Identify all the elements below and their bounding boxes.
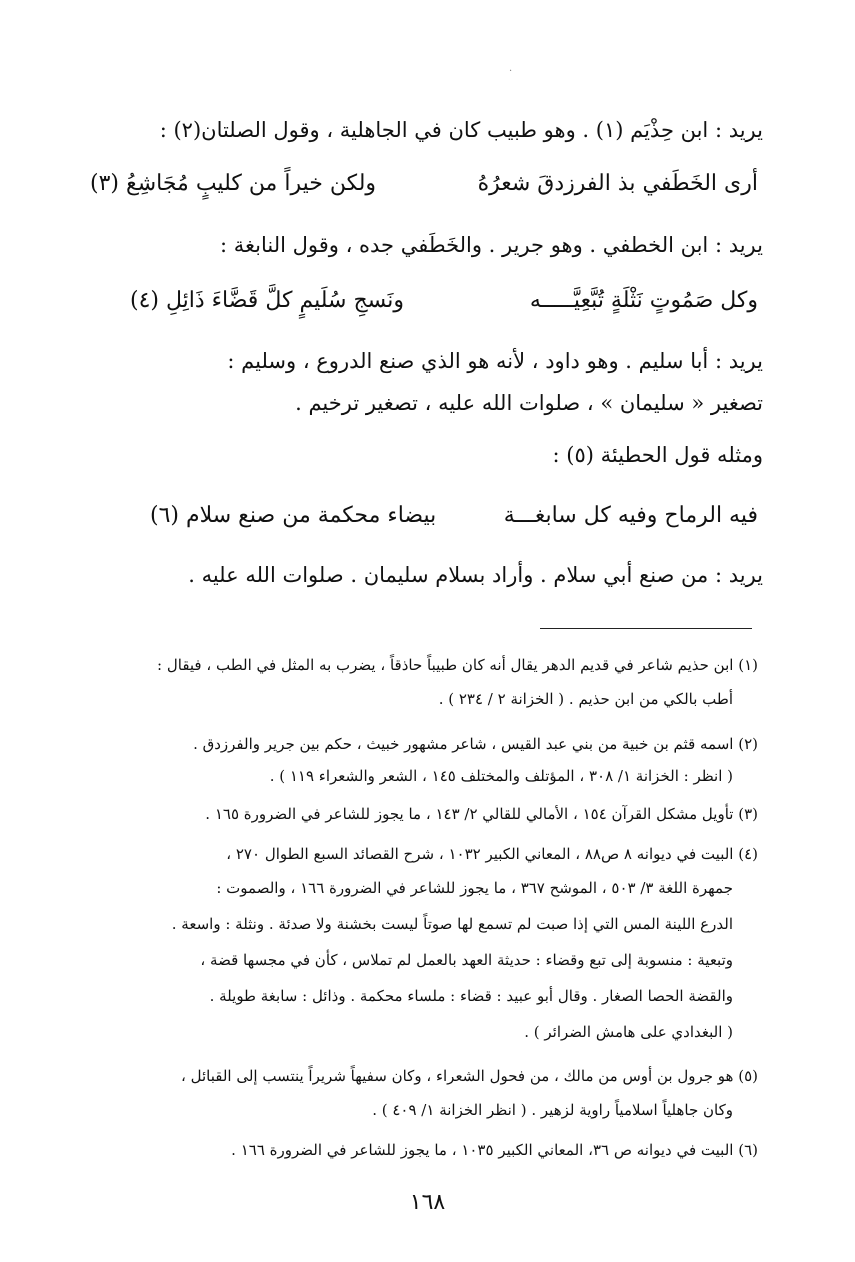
verse-2-first-hemistich: وكل صَمُوتٍ نَثْلَةٍ تُبَّعِيَّـــــه: [529, 288, 758, 313]
main-line-5: يريد : من صنع أبي سلام . وأراد بسلام سليمان . صلوات الله عليه .: [188, 563, 763, 587]
main-line-4: ومثله قول الحطيئة (٥) :: [552, 443, 763, 467]
footnote-4-line-4: وتبعية : منسوبة إلى تبع وقضاء : حديثة العهد بالعمل لم تملاس ، كأن في مجسها قضة ،: [200, 951, 733, 969]
footnote-6: (٦) البيت في ديوانه ص ٣٦، المعاني الكبير ١٠٣٥ ، ما يجوز للشاعر في الضرورة ١٦٦ .: [231, 1141, 758, 1159]
page-number: ١٦٨: [409, 1190, 446, 1215]
footnote-5-line-2: وكان جاهلياً اسلامياً راوية لزهير . ( انظر الخزانة ١/ ٤٠٩ ) .: [372, 1101, 733, 1119]
verse-2: [0, 285, 855, 319]
footnote-4-line-6: ( البغدادي على هامش الضرائر ) .: [524, 1023, 733, 1041]
verse-1: [0, 168, 855, 202]
footnote-separator: [540, 628, 752, 629]
verse-1-second-hemistich: ولكن خيراً من كليبٍ مُجَاشِعُ (٣): [90, 171, 377, 196]
scan-speck: ·: [509, 66, 513, 77]
main-line-3b: تصغير « سليمان » ، صلوات الله عليه ، تصغير ترخيم .: [295, 391, 763, 415]
footnote-3: (٣) تأويل مشكل القرآن ١٥٤ ، الأمالي للقالي ٢/ ١٤٣ ، ما يجوز للشاعر في الضرورة ١٦٥ .: [205, 805, 758, 823]
footnote-1-line-1: (١) ابن حذيم شاعر في قديم الدهر يقال أنه كان طبيباً حاذقاً ، يضرب به المثل في الطب ، فيقال :: [157, 656, 758, 674]
footnote-2-line-2: ( انظر : الخزانة ١/ ٣٠٨ ، المؤتلف والمختلف ١٤٥ ، الشعر والشعراء ١١٩ ) .: [269, 767, 733, 785]
footnote-4-line-3: الدرع اللينة المس التي إذا صبت لم تسمع لها صوتاً ليست بخشنة ولا صدئة . ونثلة : واسعة .: [171, 915, 733, 933]
verse-2-second-hemistich: ونَسجِ سُلَيمٍ كلَّ قَضَّاءَ ذَائِلِ (٤): [130, 288, 405, 313]
main-line-1: يريد : ابن حِذْيَم (١) . وهو طبيب كان في الجاهلية ، وقول الصلتان(٢) :: [159, 118, 763, 142]
verse-1-first-hemistich: أرى الخَطَفي بذ الفرزدقَ شعرُهُ: [477, 171, 758, 196]
footnote-5-line-1: (٥) هو جرول بن أوس من مالك ، من فحول الشعراء ، وكان سفيهاً شريراً ينتسب إلى القبائل ،: [180, 1067, 758, 1085]
main-line-3a: يريد : أبا سليم . وهو داود ، لأنه هو الذي صنع الدروع ، وسليم :: [227, 349, 763, 373]
footnote-1-line-2: أطب بالكي من ابن حذيم . ( الخزانة ٢ / ٢٣٤ ) .: [438, 690, 733, 708]
footnote-4-line-5: والقضة الحصا الصغار . وقال أبو عبيد : قضاء : ملساء محكمة . وذائل : سابغة طويلة .: [209, 987, 733, 1005]
verse-3-first-hemistich: فيه الرماح وفيه كل سابغـــة: [503, 503, 758, 528]
footnote-4-line-1: (٤) البيت في ديوانه ٨ ص٨٨ ، المعاني الكبير ١٠٣٢ ، شرح القصائد السبع الطوال ٢٧٠ ،: [226, 845, 758, 863]
verse-3-second-hemistich: بيضاء محكمة من صنع سلام (٦): [150, 503, 437, 528]
verse-3: [0, 500, 855, 534]
footnote-2-line-1: (٢) اسمه قثم بن خبية من بني عبد القيس ، شاعر مشهور خبيث ، حكم بين جرير والفرزدق .: [193, 735, 758, 753]
footnote-4-line-2: جمهرة اللغة ٣/ ٥٠٣ ، الموشح ٣٦٧ ، ما يجوز للشاعر في الضرورة ١٦٦ ، والصموت :: [216, 879, 733, 897]
main-line-2: يريد : ابن الخطفي . وهو جرير . والخَطَفي جده ، وقول النابغة :: [219, 233, 763, 257]
